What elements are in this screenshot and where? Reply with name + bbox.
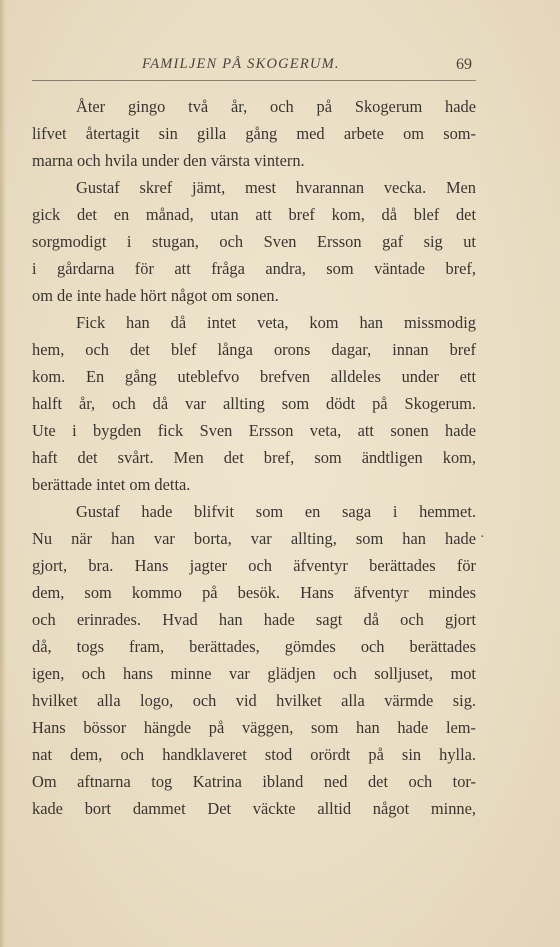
text-line: Fick han då intet veta, kom han missmodig <box>76 313 476 332</box>
text-line: kade bort dammet Det väckte alltid något minne, <box>32 799 476 818</box>
running-title: FAMILJEN PÅ SKOGERUM. <box>142 56 340 72</box>
text-line: haft det svårt. Men det bref, som ändtligen kom, <box>32 448 476 467</box>
margin-mark: · <box>480 530 485 545</box>
text-line: Nu när han var borta, var allting, som han hade <box>32 529 476 548</box>
text-line: hem, och det blef långa orons dagar, innan bref <box>32 340 476 359</box>
text-line: kom. En gång uteblefvo brefven alldeles under ett <box>32 367 476 386</box>
text-line: gjort, bra. Hans jagter och äfventyr berättades för <box>32 556 476 575</box>
text-line: då, togs fram, berättades, gömdes och berättades <box>32 637 476 656</box>
text-line: Åter gingo två år, och på Skogerum hade <box>76 97 476 116</box>
text-line: Om aftnarna tog Katrina ibland ned det och tor- <box>32 772 476 791</box>
text-line: gick det en månad, utan att bref kom, då blef det <box>32 205 476 224</box>
body-text <box>32 93 476 822</box>
text-line: igen, och hans minne var glädjen och solljuset, mot <box>32 664 476 683</box>
text-line: marna och hvila under den värsta vintern. <box>32 151 305 170</box>
text-line: dem, som kommo på besök. Hans äfventyr mindes <box>32 583 476 602</box>
text-line: Ute i bygden fick Sven Ersson veta, att sonen hade <box>32 421 476 440</box>
page-binding-edge <box>0 0 6 947</box>
text-line: Gustaf skref jämt, mest hvarannan vecka. Men <box>76 178 476 197</box>
text-line: Gustaf hade blifvit som en saga i hemmet. <box>76 502 476 521</box>
text-line: och erinrades. Hvad han hade sagt då och gjort <box>32 610 476 629</box>
text-line: lifvet återtagit sin gilla gång med arbete om som- <box>32 124 476 143</box>
text-line: halft år, och då var allting som dödt på Skogerum. <box>32 394 476 413</box>
header-rule <box>32 80 476 81</box>
text-line: Hans bössor hängde på väggen, som han hade lem- <box>32 718 476 737</box>
text-line: i gårdarna för att fråga andra, som väntade bref, <box>32 259 476 278</box>
page-number: 69 <box>456 56 472 73</box>
text-line: hvilket alla logo, och vid hvilket alla värmde sig. <box>32 691 476 710</box>
text-line: nat dem, och handklaveret stod orördt på sin hylla. <box>32 745 476 764</box>
text-line: sorgmodigt i stugan, och Sven Ersson gaf sig ut <box>32 232 476 251</box>
text-line: om de inte hade hört något om sonen. <box>32 286 279 305</box>
page-header <box>0 52 560 82</box>
text-line: berättade intet om detta. <box>32 475 191 494</box>
